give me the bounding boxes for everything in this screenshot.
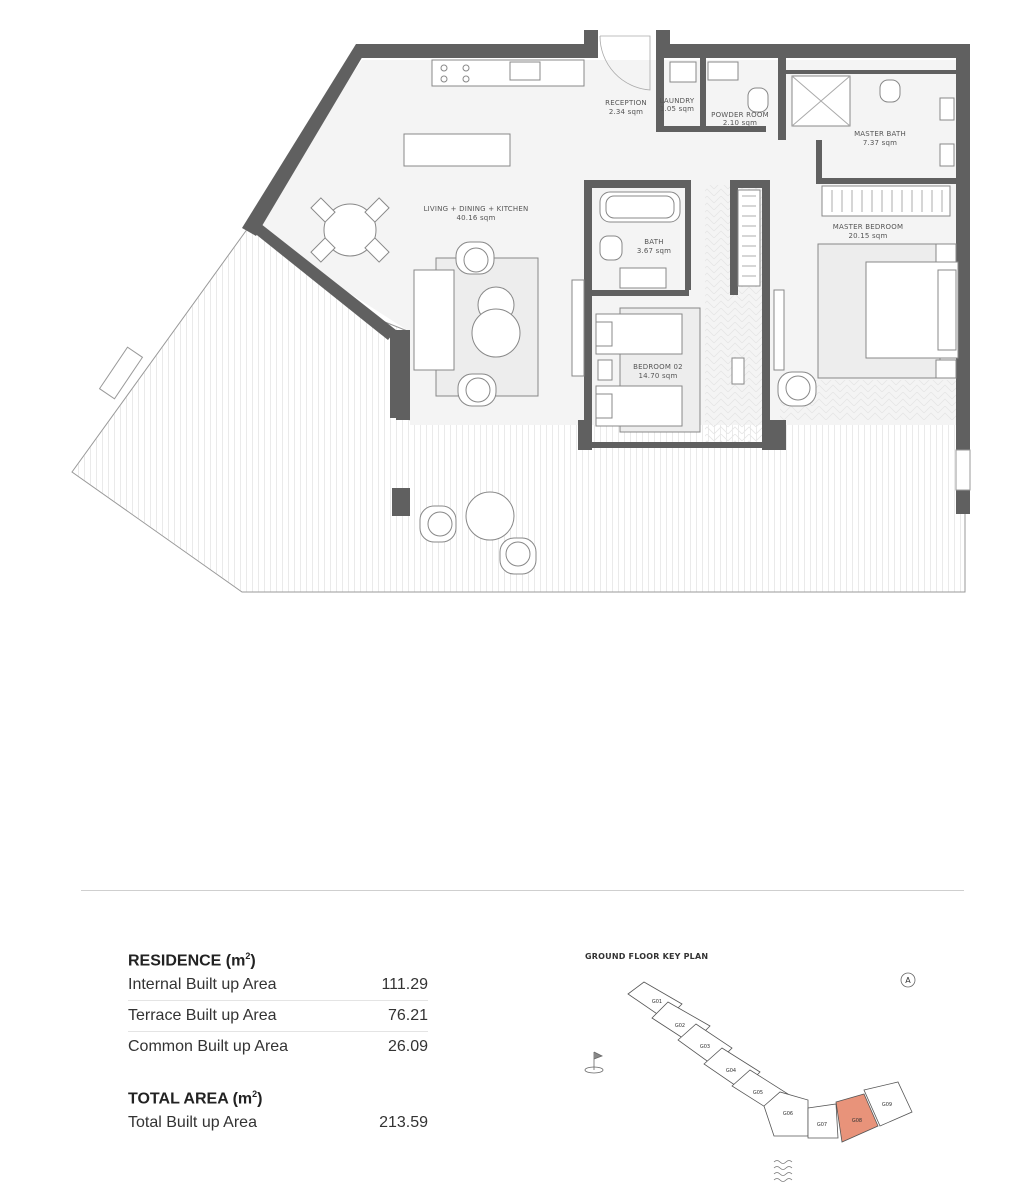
row-label: Terrace Built up Area: [128, 1007, 277, 1024]
row-value: 213.59: [379, 1114, 428, 1131]
residence-table: [128, 942, 428, 1062]
row-value: 76.21: [387, 1007, 428, 1024]
key-plan-title: GROUND FLOOR KEY PLAN: [585, 952, 709, 961]
reception-area: 2.34 sqm: [608, 108, 644, 116]
bath-label: BATH: [644, 238, 664, 246]
bedroom-02-area: 14.70 sqm: [638, 372, 678, 380]
powder-room-area: 2.10 sqm: [722, 119, 758, 127]
table-row: [128, 1108, 428, 1138]
unit-G07: [808, 1104, 838, 1138]
total-table: [128, 1080, 428, 1138]
table-row: [128, 1001, 428, 1032]
unit-label: G09: [881, 1102, 893, 1108]
master-bath-label: MASTER BATH: [854, 130, 906, 138]
compass-icon: [901, 973, 915, 987]
unit-label: G04: [725, 1068, 737, 1074]
svg-text:A: A: [905, 976, 911, 985]
unit-label: G07: [816, 1122, 828, 1128]
unit-label: G05: [752, 1090, 764, 1096]
unit-label: G01: [651, 999, 663, 1005]
bedroom-02-label: BEDROOM 02: [633, 363, 683, 371]
total-title: TOTAL AREA $(m^2)$: [128, 1089, 263, 1108]
unit-label: G02: [674, 1023, 686, 1029]
master-bedroom-area: 20.15 sqm: [848, 232, 888, 240]
unit-label: G03: [699, 1044, 711, 1050]
sea-waves-icon: [774, 1161, 792, 1182]
master-bath-area: 7.37 sqm: [862, 139, 898, 147]
table-row: [128, 1032, 428, 1062]
row-value: 111.29: [381, 976, 428, 993]
living-label: LIVING + DINING + KITCHEN: [423, 205, 529, 213]
residence-title: RESIDENCE $(m^2)$: [128, 951, 256, 970]
laundry-label: LAUNDRY: [659, 97, 695, 105]
powder-room-label: POWDER ROOM: [711, 111, 769, 119]
living-area: 40.16 sqm: [456, 214, 496, 222]
laundry-area: 1.05 sqm: [659, 105, 695, 113]
table-row: [128, 970, 428, 1001]
master-bedroom-label: MASTER BEDROOM: [832, 223, 904, 231]
golf-flag-icon: [585, 1052, 603, 1073]
row-label: Total Built up Area: [128, 1114, 257, 1131]
unit-label: G08: [851, 1118, 863, 1124]
section-divider: [81, 890, 964, 891]
row-label: Common Built up Area: [128, 1038, 289, 1055]
row-label: Internal Built up Area: [128, 976, 277, 993]
row-value: 26.09: [387, 1038, 428, 1055]
bath-area: 3.67 sqm: [636, 247, 672, 255]
key-plan: [560, 960, 940, 1190]
reception-label: RECEPTION: [605, 99, 647, 107]
unit-label: G06: [782, 1111, 794, 1117]
